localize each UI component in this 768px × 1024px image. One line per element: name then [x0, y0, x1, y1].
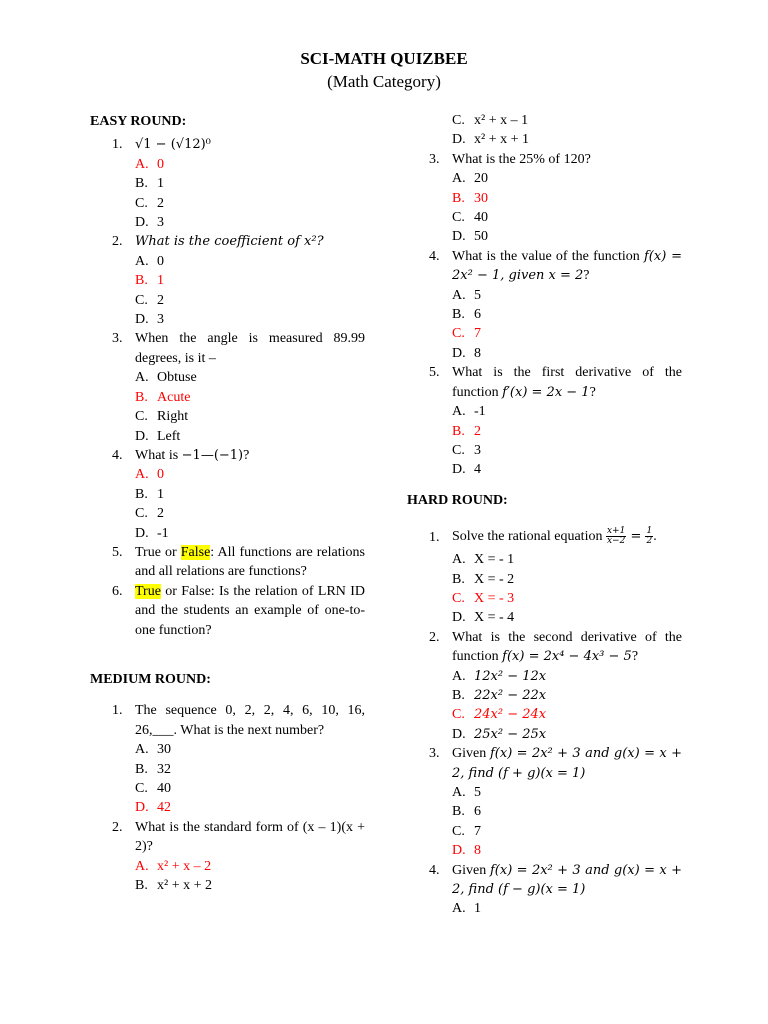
easy-question-1-text: √1 − (√12)⁰	[135, 137, 211, 153]
easy-question-1: 1. √1 − (√12)⁰	[90, 135, 365, 154]
medium-question-3: 3. What is the 25% of 120?	[407, 150, 682, 169]
hard-question-1-text: Solve the rational equation $\frac{x+1}{x-2}$ = $\frac{1}{2}$ .	[452, 526, 657, 547]
option-c: C. x² + x – 1	[452, 113, 529, 128]
option-d: D. 8	[452, 843, 481, 859]
medium-question-2-text: What is the standard form of (x – 1)(x + 2)?	[135, 819, 365, 855]
medium-question-1-text: The sequence 0, 2, 2, 4, 6, 10, 16, 26,___. What is the next number?	[135, 703, 365, 738]
option-a: A. 20	[452, 171, 488, 187]
medium-question-1: 1. The sequence 0, 2, 2, 4, 6, 10, 16, 26,___. What is the next number?	[90, 701, 365, 740]
hard-question-3: 3. Given f(x) = 2x² + 3 and g(x) = x + 2, find (f + g)(x = 1)	[407, 744, 682, 783]
option-d: D. -1	[135, 525, 169, 541]
option-d: D. 25x² − 25x	[452, 726, 547, 742]
option-d: D. 3	[135, 215, 164, 231]
option-b: B. 1	[135, 176, 164, 192]
hard-question-2: 2. What is the second derivative of the function f(x) = 2x⁴ − 4x³ − 5?	[407, 628, 682, 667]
medium-question-2: 2. What is the standard form of (x – 1)(x + 2)?	[90, 818, 365, 857]
highlighted-answer: False	[180, 544, 211, 560]
option-c: C. 2	[135, 292, 164, 308]
option-d: D. 50	[452, 229, 488, 245]
option-d: D. 3	[135, 312, 164, 328]
option-a: A. 1	[452, 901, 481, 917]
option-b: B. 1	[135, 486, 164, 502]
medium-question-4: 4. What is the value of the function f(x) = 2x² − 1, given x = 2?	[407, 247, 682, 286]
option-c: C. 40	[135, 781, 171, 796]
option-a: A. -1	[452, 404, 486, 420]
option-c: C. 2	[135, 506, 164, 522]
option-a: A. 30	[135, 742, 171, 758]
option-c: C. 24x² − 24x	[452, 707, 547, 723]
option-a: A. X = - 1	[452, 552, 515, 568]
option-a: A. 0	[135, 156, 164, 172]
option-b: B. 22x² − 22x	[452, 687, 547, 703]
easy-question-3-text: When the angle is measured 89.99 degrees, is it –	[135, 331, 365, 366]
option-b: B. Acute	[135, 389, 191, 405]
option-a: A. 12x² − 12x	[452, 668, 547, 684]
easy-question-6: 6. True or False: Is the relation of LRN ID and the students an example of one-to-one function?	[90, 582, 365, 640]
right-column	[407, 111, 682, 919]
hard-question-3-text: Given f(x) = 2x² + 3 and g(x) = x + 2, find (f + g)(x = 1)	[452, 746, 682, 781]
option-b: B. 2	[452, 423, 481, 439]
easy-question-2-text: What is the coefficient of x²?	[135, 234, 324, 250]
easy-question-5: 5. True or False: All functions are relations and all relations are functions?	[90, 543, 365, 582]
option-a: A. 5	[452, 785, 481, 800]
medium-round-heading: MEDIUM ROUND:	[90, 671, 211, 687]
option-b: B. 6	[452, 307, 481, 323]
easy-question-3: 3. When the angle is measured 89.99 degrees, is it –	[90, 329, 365, 368]
option-b: B. x² + x + 2	[135, 878, 212, 894]
medium-question-5-text: What is the first derivative of the function f′(x) = 2x − 1?	[452, 365, 682, 400]
easy-question-5-text: True or False: All functions are relations and all relations are functions?	[135, 544, 365, 580]
option-d: D. 8	[452, 345, 481, 361]
option-a: A. x² + x – 2	[135, 858, 212, 874]
easy-question-4-text: What is −1—(−1)?	[135, 447, 250, 463]
option-a: A. 5	[452, 287, 481, 303]
option-b: B. 1	[135, 273, 164, 289]
easy-question-6-text: True or False: Is the relation of LRN ID and the students an example of one-to-one function?	[135, 583, 365, 638]
hard-question-4-text: Given f(x) = 2x² + 3 and g(x) = x + 2, find (f − g)(x = 1)	[452, 862, 682, 898]
fraction: $\frac{1}{2}$	[646, 526, 653, 547]
highlighted-answer: True	[135, 583, 161, 599]
option-b: B. X = - 2	[452, 571, 515, 587]
document-title: SCI-MATH QUIZBEE	[300, 49, 468, 68]
option-d: D. 42	[135, 800, 171, 816]
option-c: C. 3	[452, 442, 481, 458]
option-a: A. Obtuse	[135, 370, 197, 386]
hard-question-1: 1. Solve the rational equation $\frac{x+1}{x-2}$ = $\frac{1}{2}$ .	[407, 524, 682, 550]
option-c: C. Right	[135, 409, 189, 425]
fraction: $\frac{x+1}{x-2}$	[606, 526, 626, 547]
option-c: C. 7	[452, 823, 481, 839]
option-d: D. 4	[452, 462, 481, 478]
option-d: D. x² + x + 1	[452, 132, 529, 148]
easy-round-heading: EASY ROUND:	[90, 114, 187, 129]
hard-question-2-text: What is the second derivative of the function f(x) = 2x⁴ − 4x³ − 5?	[452, 629, 682, 665]
easy-question-2: 2. What is the coefficient of x²?	[90, 232, 365, 251]
option-d: D. Left	[135, 428, 181, 444]
medium-question-3-text: What is the 25% of 120?	[452, 151, 591, 167]
option-c: C. X = - 3	[452, 590, 515, 606]
hard-question-4: 4. Given f(x) = 2x² + 3 and g(x) = x + 2, find (f − g)(x = 1)	[407, 861, 682, 900]
option-a: A. 0	[135, 253, 164, 269]
option-d: D. X = - 4	[452, 610, 515, 626]
option-c: C. 7	[452, 326, 481, 342]
left-column	[90, 112, 365, 895]
option-b: B. 6	[452, 804, 481, 820]
option-a: A. 0	[135, 467, 164, 483]
option-c: C. 2	[135, 195, 164, 211]
hard-round-heading: HARD ROUND:	[407, 492, 508, 508]
medium-question-5: 5. What is the first derivative of the function f′(x) = 2x − 1?	[407, 363, 682, 402]
document-subtitle: (Math Category)	[327, 72, 441, 91]
option-c: C. 40	[452, 210, 488, 226]
option-b: B. 32	[135, 761, 171, 777]
option-b: B. 30	[452, 190, 488, 206]
medium-question-4-text: What is the value of the function f(x) = 2x² − 1, given x = 2?	[452, 248, 683, 284]
easy-question-4: 4. What is −1—(−1)?	[90, 446, 365, 465]
